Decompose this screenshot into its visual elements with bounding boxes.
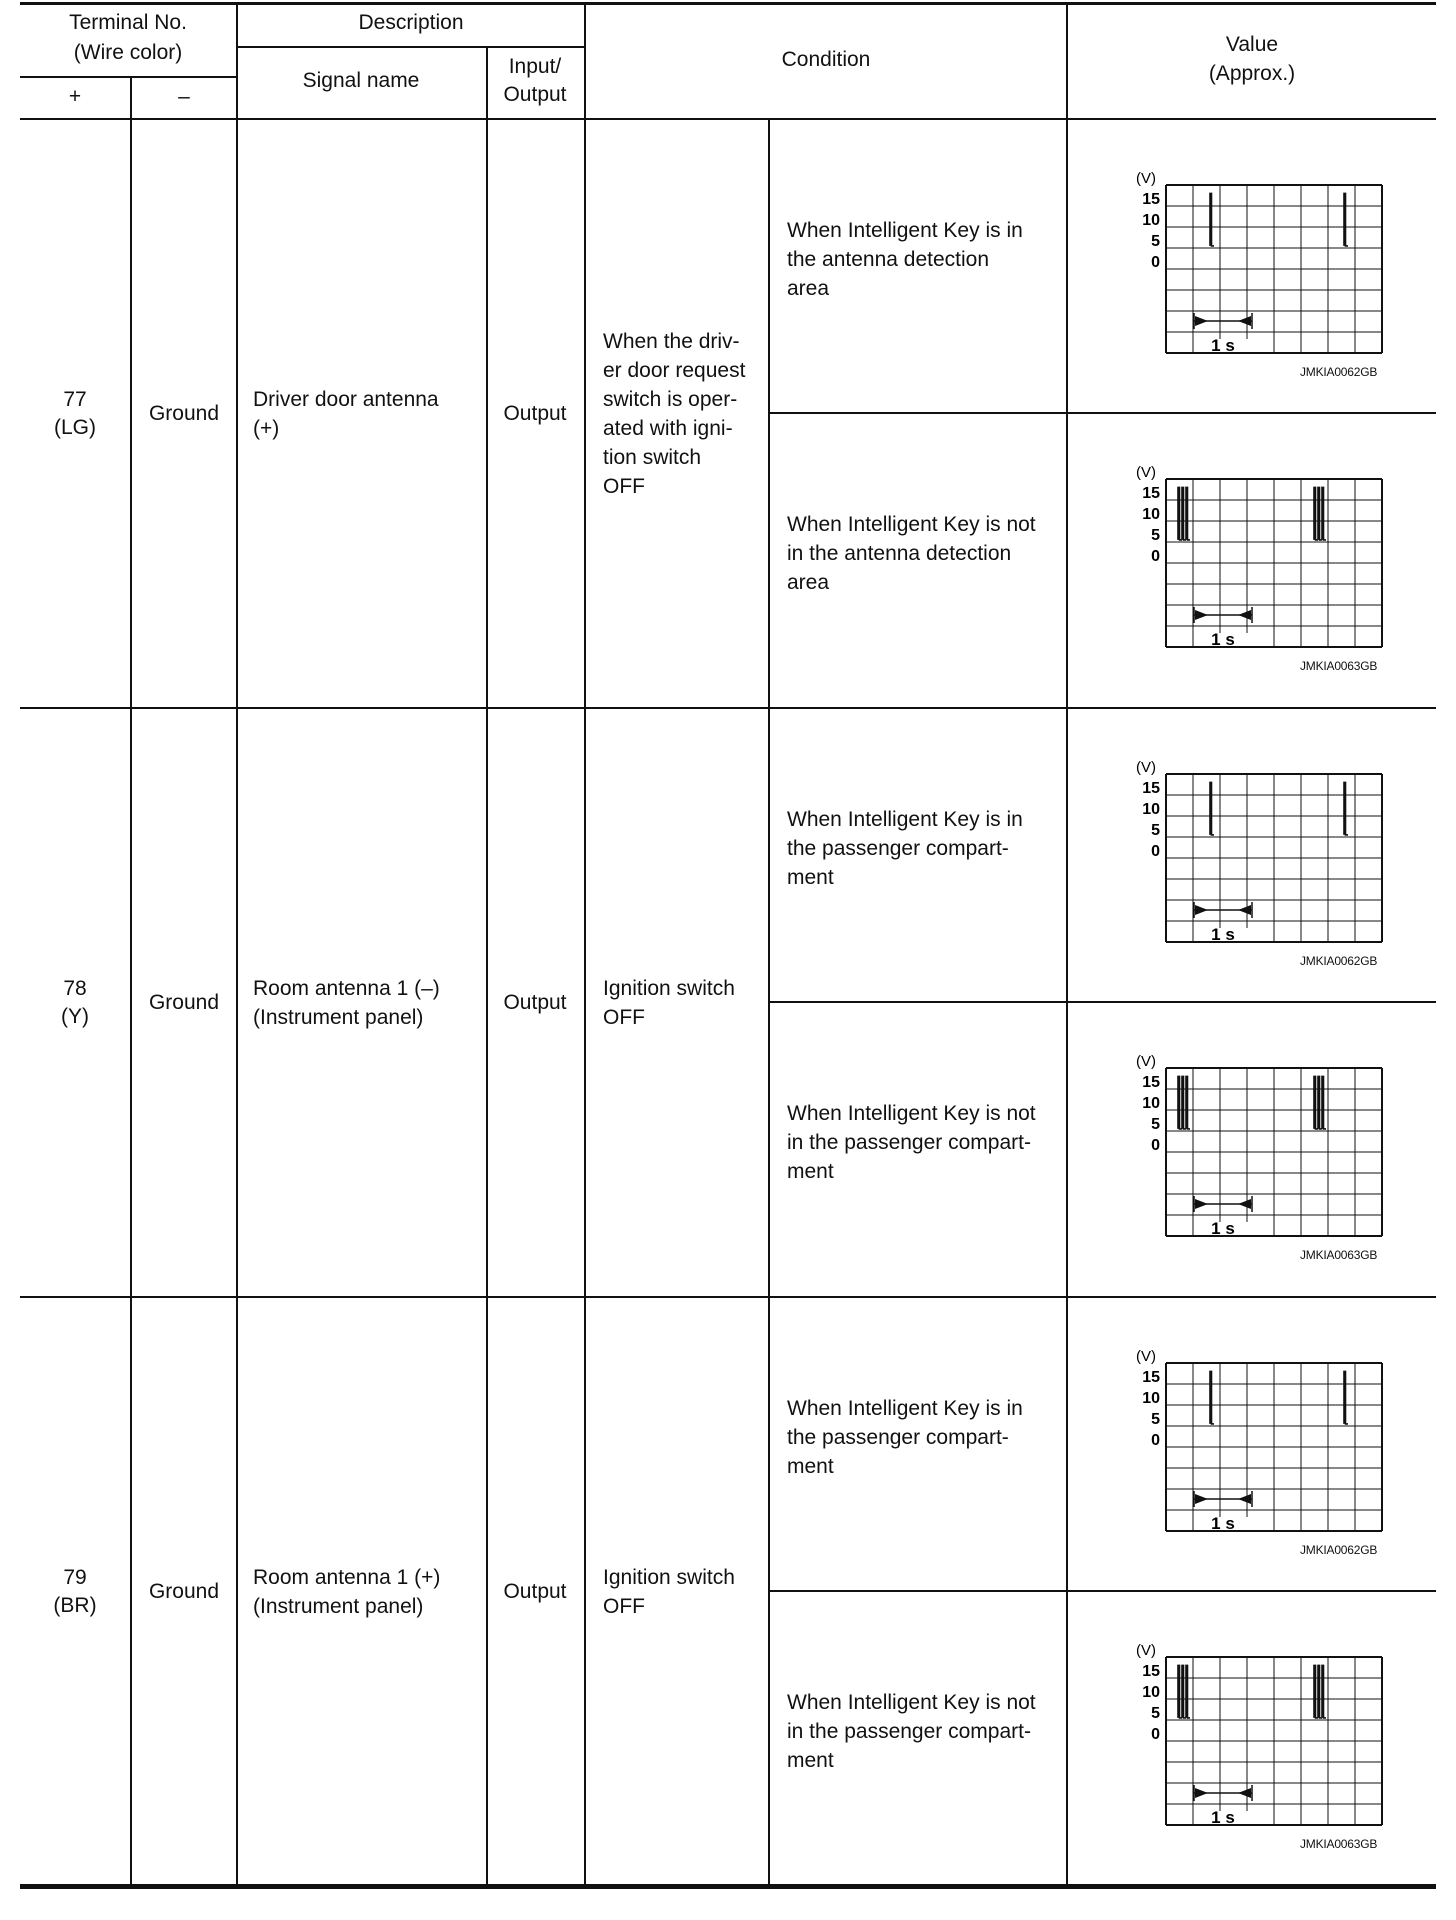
signal-name: (Instrument panel): [253, 1594, 424, 1618]
figure-code: JMKIA0063GB: [1300, 1837, 1378, 1851]
condition-text: ated with igni-: [603, 416, 733, 440]
arrow-left-icon: [1238, 1199, 1251, 1209]
signal-spike: [1344, 782, 1348, 835]
y-tick-label: 0: [1151, 1137, 1160, 1154]
y-tick-label: 5: [1151, 527, 1160, 544]
signal-spike: [1322, 1076, 1326, 1129]
signal-name: (Instrument panel): [253, 1005, 424, 1029]
waveform-chart: [1086, 157, 1386, 357]
sub-condition-text: area: [787, 276, 830, 300]
figure-code: JMKIA0062GB: [1300, 954, 1378, 968]
sub-condition-text: When Intelligent Key is not: [787, 512, 1036, 536]
sub-condition-text: When Intelligent Key is not: [787, 1101, 1036, 1125]
sub-condition-text: the passenger compart-: [787, 836, 1009, 860]
arrow-left-icon: [1238, 316, 1251, 326]
arrow-left-icon: [1238, 610, 1251, 620]
condition-text: switch is oper-: [603, 387, 738, 411]
sub-condition-text: When Intelligent Key is not: [787, 1690, 1036, 1714]
signal-spike: [1186, 487, 1190, 540]
time-label: 1 s: [1211, 336, 1235, 355]
y-tick-label: 0: [1151, 843, 1160, 860]
header-minus: –: [178, 85, 190, 108]
unit-label: (V): [1136, 464, 1156, 481]
condition-text: er door request: [603, 358, 746, 382]
waveform-chart: [1086, 746, 1386, 946]
y-tick-label: 15: [1142, 485, 1160, 502]
arrow-left-icon: [1238, 905, 1251, 915]
condition-text: Ignition switch: [603, 1565, 735, 1589]
wire-color: (BR): [53, 1594, 97, 1617]
signal-spike: [1210, 782, 1214, 835]
y-tick-label: 5: [1151, 822, 1160, 839]
header-io-line2: Output: [503, 83, 567, 106]
header-value-line2: (Approx.): [1208, 62, 1296, 85]
y-tick-label: 0: [1151, 548, 1160, 565]
waveform-chart: [1086, 1040, 1386, 1240]
signal-spike: [1186, 1076, 1190, 1129]
y-tick-label: 5: [1151, 1705, 1160, 1722]
signal-name: Room antenna 1 (–): [253, 976, 440, 1000]
sub-condition-text: the antenna detection: [787, 247, 990, 271]
waveform-chart: [1086, 1335, 1386, 1535]
arrow-right-icon: [1195, 1199, 1208, 1209]
wire-color: (LG): [54, 416, 96, 439]
figure-code: JMKIA0063GB: [1300, 1248, 1378, 1262]
terminal-number: 78: [63, 977, 87, 1000]
arrow-left-icon: [1238, 1494, 1251, 1504]
header-value-line1: Value: [1225, 33, 1279, 56]
y-tick-label: 0: [1151, 1726, 1160, 1743]
y-tick-label: 10: [1142, 801, 1160, 818]
io-type: Output: [503, 1580, 567, 1603]
io-type: Output: [503, 991, 567, 1014]
header-description: Description: [358, 11, 464, 34]
time-label: 1 s: [1211, 925, 1235, 944]
y-tick-label: 15: [1142, 780, 1160, 797]
sub-condition-text: ment: [787, 1748, 834, 1772]
condition-text: When the driv-: [603, 329, 740, 353]
header-condition: Condition: [781, 48, 871, 71]
ground-terminal: Ground: [148, 1580, 220, 1603]
arrow-right-icon: [1195, 316, 1208, 326]
signal-spike: [1210, 1371, 1214, 1424]
ground-terminal: Ground: [148, 991, 220, 1014]
signal-spike: [1322, 487, 1326, 540]
sub-condition-text: When Intelligent Key is in: [787, 807, 1023, 831]
y-tick-label: 0: [1151, 1432, 1160, 1449]
y-tick-label: 10: [1142, 506, 1160, 523]
signal-name: Room antenna 1 (+): [253, 1565, 441, 1589]
signal-spike: [1344, 1371, 1348, 1424]
condition-text: Ignition switch: [603, 976, 735, 1000]
header-terminal-no: Terminal No.: [69, 11, 187, 34]
unit-label: (V): [1136, 759, 1156, 776]
unit-label: (V): [1136, 1348, 1156, 1365]
y-tick-label: 15: [1142, 1074, 1160, 1091]
y-tick-label: 15: [1142, 1663, 1160, 1680]
sub-condition-text: ment: [787, 1159, 834, 1183]
condition-text: tion switch: [603, 445, 702, 469]
y-tick-label: 15: [1142, 191, 1160, 208]
time-label: 1 s: [1211, 1514, 1235, 1533]
figure-code: JMKIA0062GB: [1300, 1543, 1378, 1557]
y-tick-label: 10: [1142, 1390, 1160, 1407]
signal-spike: [1344, 193, 1348, 246]
condition-text: OFF: [603, 474, 645, 498]
signal-spike: [1210, 193, 1214, 246]
sub-condition-text: ment: [787, 865, 834, 889]
header-signal-name: Signal name: [302, 69, 420, 92]
wire-color: (Y): [61, 1005, 89, 1028]
unit-label: (V): [1136, 170, 1156, 187]
signal-name: Driver door antenna: [253, 387, 439, 411]
time-label: 1 s: [1211, 1219, 1235, 1238]
header-plus: +: [68, 85, 82, 108]
waveform-chart: [1086, 451, 1386, 651]
y-tick-label: 0: [1151, 254, 1160, 271]
signal-name: (+): [253, 416, 280, 440]
figure-code: JMKIA0063GB: [1300, 659, 1378, 673]
ground-terminal: Ground: [148, 402, 220, 425]
time-label: 1 s: [1211, 1808, 1235, 1827]
io-type: Output: [503, 402, 567, 425]
condition-text: OFF: [603, 1005, 645, 1029]
unit-label: (V): [1136, 1642, 1156, 1659]
figure-code: JMKIA0062GB: [1300, 365, 1378, 379]
arrow-right-icon: [1195, 610, 1208, 620]
sub-condition-text: in the passenger compart-: [787, 1719, 1031, 1743]
y-tick-label: 10: [1142, 1684, 1160, 1701]
sub-condition-text: When Intelligent Key is in: [787, 1396, 1023, 1420]
sub-condition-text: in the passenger compart-: [787, 1130, 1031, 1154]
header-io-line1: Input/: [508, 55, 562, 78]
condition-text: OFF: [603, 1594, 645, 1618]
y-tick-label: 15: [1142, 1369, 1160, 1386]
unit-label: (V): [1136, 1053, 1156, 1070]
sub-condition-text: the passenger compart-: [787, 1425, 1009, 1449]
sub-condition-text: ment: [787, 1454, 834, 1478]
y-tick-label: 5: [1151, 1116, 1160, 1133]
header-wire-color: (Wire color): [73, 41, 183, 64]
y-tick-label: 10: [1142, 212, 1160, 229]
arrow-right-icon: [1195, 1788, 1208, 1798]
y-tick-label: 5: [1151, 233, 1160, 250]
terminal-number: 77: [63, 388, 87, 411]
terminal-number: 79: [63, 1566, 87, 1589]
y-tick-label: 10: [1142, 1095, 1160, 1112]
sub-condition-text: When Intelligent Key is in: [787, 218, 1023, 242]
signal-spike: [1322, 1665, 1326, 1718]
sub-condition-text: in the antenna detection: [787, 541, 1012, 565]
waveform-chart: [1086, 1629, 1386, 1829]
arrow-right-icon: [1195, 1494, 1208, 1504]
sub-condition-text: area: [787, 570, 830, 594]
arrow-right-icon: [1195, 905, 1208, 915]
arrow-left-icon: [1238, 1788, 1251, 1798]
time-label: 1 s: [1211, 630, 1235, 649]
y-tick-label: 5: [1151, 1411, 1160, 1428]
signal-spike: [1186, 1665, 1190, 1718]
